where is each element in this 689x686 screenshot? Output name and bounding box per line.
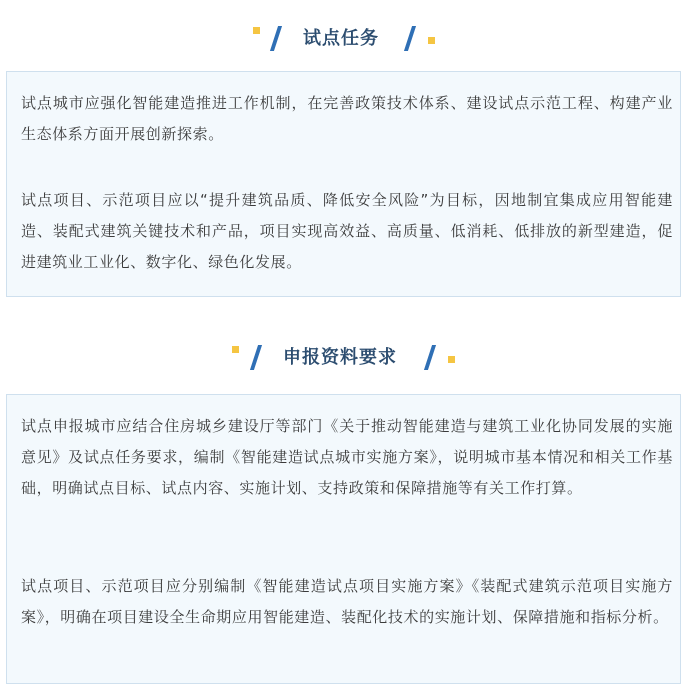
yellow-square-icon xyxy=(232,346,239,353)
paragraph: 试点项目、示范项目应以“提升建筑品质、降低安全风险”为目标，因地制宜集成应用智能建造、装配式建筑关键技术和产品，项目实现高效益、高质量、低消耗、低排放的新型建造，促进建筑业工业化、数字化、绿色化发展。 xyxy=(21,191,673,271)
paragraph: 试点城市应强化智能建造推进工作机制，在完善政策技术体系、建设试点示范工程、构建产业生态体系方面开展创新探索。 xyxy=(21,94,673,143)
yellow-square-icon xyxy=(428,37,435,44)
slash-icon xyxy=(424,345,436,370)
paragraph: 试点申报城市应结合住房城乡建设厅等部门《关于推动智能建造与建筑工业化协同发展的实施意见》及试点任务要求，编制《智能建造试点城市实施方案》，说明城市基本情况和相关工作基础，明确试点目标、试点内容、实施计划、支持政策和保障措施等有关工作打算。 xyxy=(21,417,673,497)
slash-icon xyxy=(270,26,282,51)
yellow-square-icon xyxy=(253,27,260,34)
slash-icon xyxy=(404,26,416,51)
paragraph: 试点项目、示范项目应分别编制《智能建造试点项目实施方案》《装配式建筑示范项目实施方案》，明确在项目建设全生命期应用智能建造、装配化技术的实施计划、保障措施和指标分析。 xyxy=(21,577,673,626)
content-box-tasks xyxy=(6,71,681,297)
slash-icon xyxy=(250,345,262,370)
section-title: 试点任务 xyxy=(303,28,379,49)
content-box-requirements xyxy=(6,394,681,684)
section-header-requirements xyxy=(0,338,689,378)
section-title: 申报资料要求 xyxy=(283,347,397,368)
section-header-tasks xyxy=(0,19,689,59)
yellow-square-icon xyxy=(448,356,455,363)
